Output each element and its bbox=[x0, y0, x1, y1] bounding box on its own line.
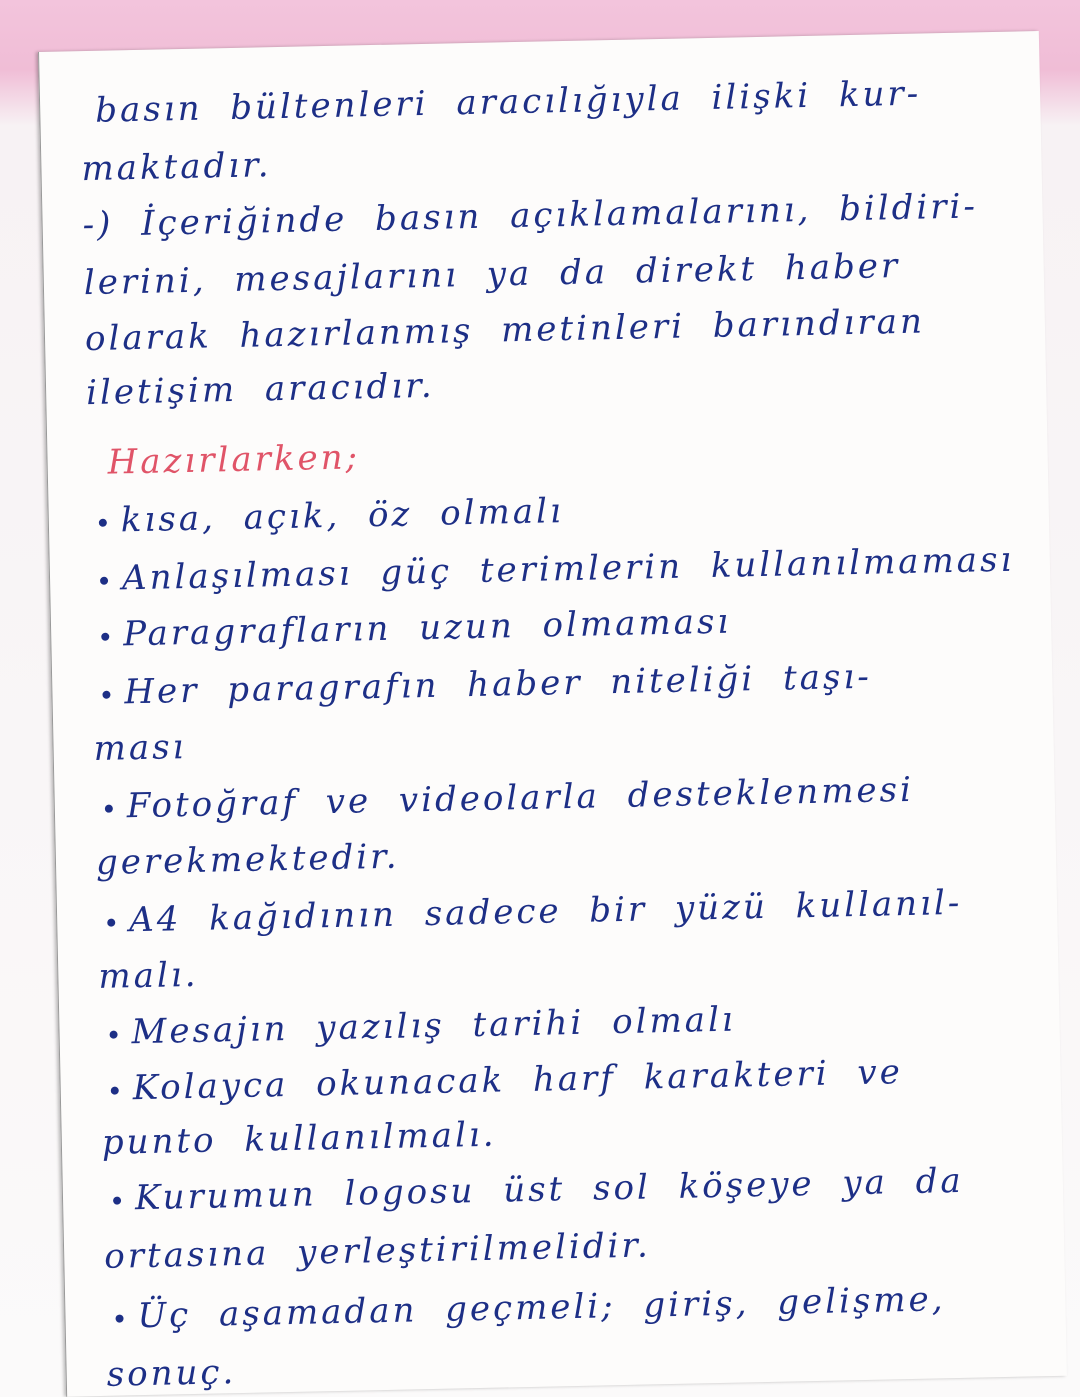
bullet-icon bbox=[105, 805, 113, 813]
text-line: -) İçeriğinde basın açıklamalarını, bildiri- bbox=[82, 186, 979, 246]
bullet-icon bbox=[107, 919, 115, 927]
list-item: Mesajın yazılış tarihi olmalı bbox=[109, 1000, 736, 1053]
text-line: basın bültenleri aracılığıyla ilişki kur- bbox=[94, 73, 922, 131]
bullet-icon bbox=[101, 633, 109, 641]
bullet-icon bbox=[113, 1197, 121, 1205]
text-line: maktadır. bbox=[81, 145, 272, 190]
text-line: malı. bbox=[97, 954, 199, 997]
list-item: A4 kağıdının sadece bir yüzü kullanıl- bbox=[107, 883, 963, 941]
text-line: ması bbox=[93, 727, 187, 769]
text-line: punto kullanılmalı. bbox=[101, 1114, 497, 1163]
list-item: Üç aşamadan geçmeli; giriş, gelişme, bbox=[115, 1279, 946, 1336]
text-line: iletişim aracıdır. bbox=[85, 365, 435, 414]
text-line: sonuç. bbox=[106, 1352, 237, 1395]
list-item: kısa, açık, öz olmalı bbox=[98, 491, 564, 541]
notebook-page bbox=[38, 31, 1067, 1397]
section-heading: Hazırlarken; bbox=[107, 437, 361, 483]
text-line: ortasına yerleştirilmelidir. bbox=[103, 1225, 652, 1277]
text-line: gerekmektedir. bbox=[95, 836, 400, 883]
bullet-icon bbox=[115, 1314, 123, 1322]
text-line: lerini, mesajlarını ya da direkt haber bbox=[83, 245, 901, 304]
bullet-icon bbox=[99, 519, 107, 527]
list-item: Kolayca okunacak harf karakteri ve bbox=[110, 1052, 903, 1109]
list-item: Her paragrafın haber niteliği taşı- bbox=[102, 657, 872, 713]
list-item: Anlaşılması güç terimlerin kullanılmaması bbox=[100, 540, 1015, 599]
list-item: Paragrafların uzun olmaması bbox=[101, 602, 732, 655]
bullet-icon bbox=[102, 691, 110, 699]
bullet-icon bbox=[100, 577, 108, 585]
bullet-icon bbox=[110, 1031, 118, 1039]
list-item: Kurumun logosu üst sol köşeye ya da bbox=[113, 1161, 964, 1219]
list-item: Fotoğraf ve videolarla desteklenmesi bbox=[104, 770, 914, 827]
bullet-icon bbox=[111, 1087, 119, 1095]
text-line: olarak hazırlanmış metinleri barındıran bbox=[84, 301, 926, 360]
